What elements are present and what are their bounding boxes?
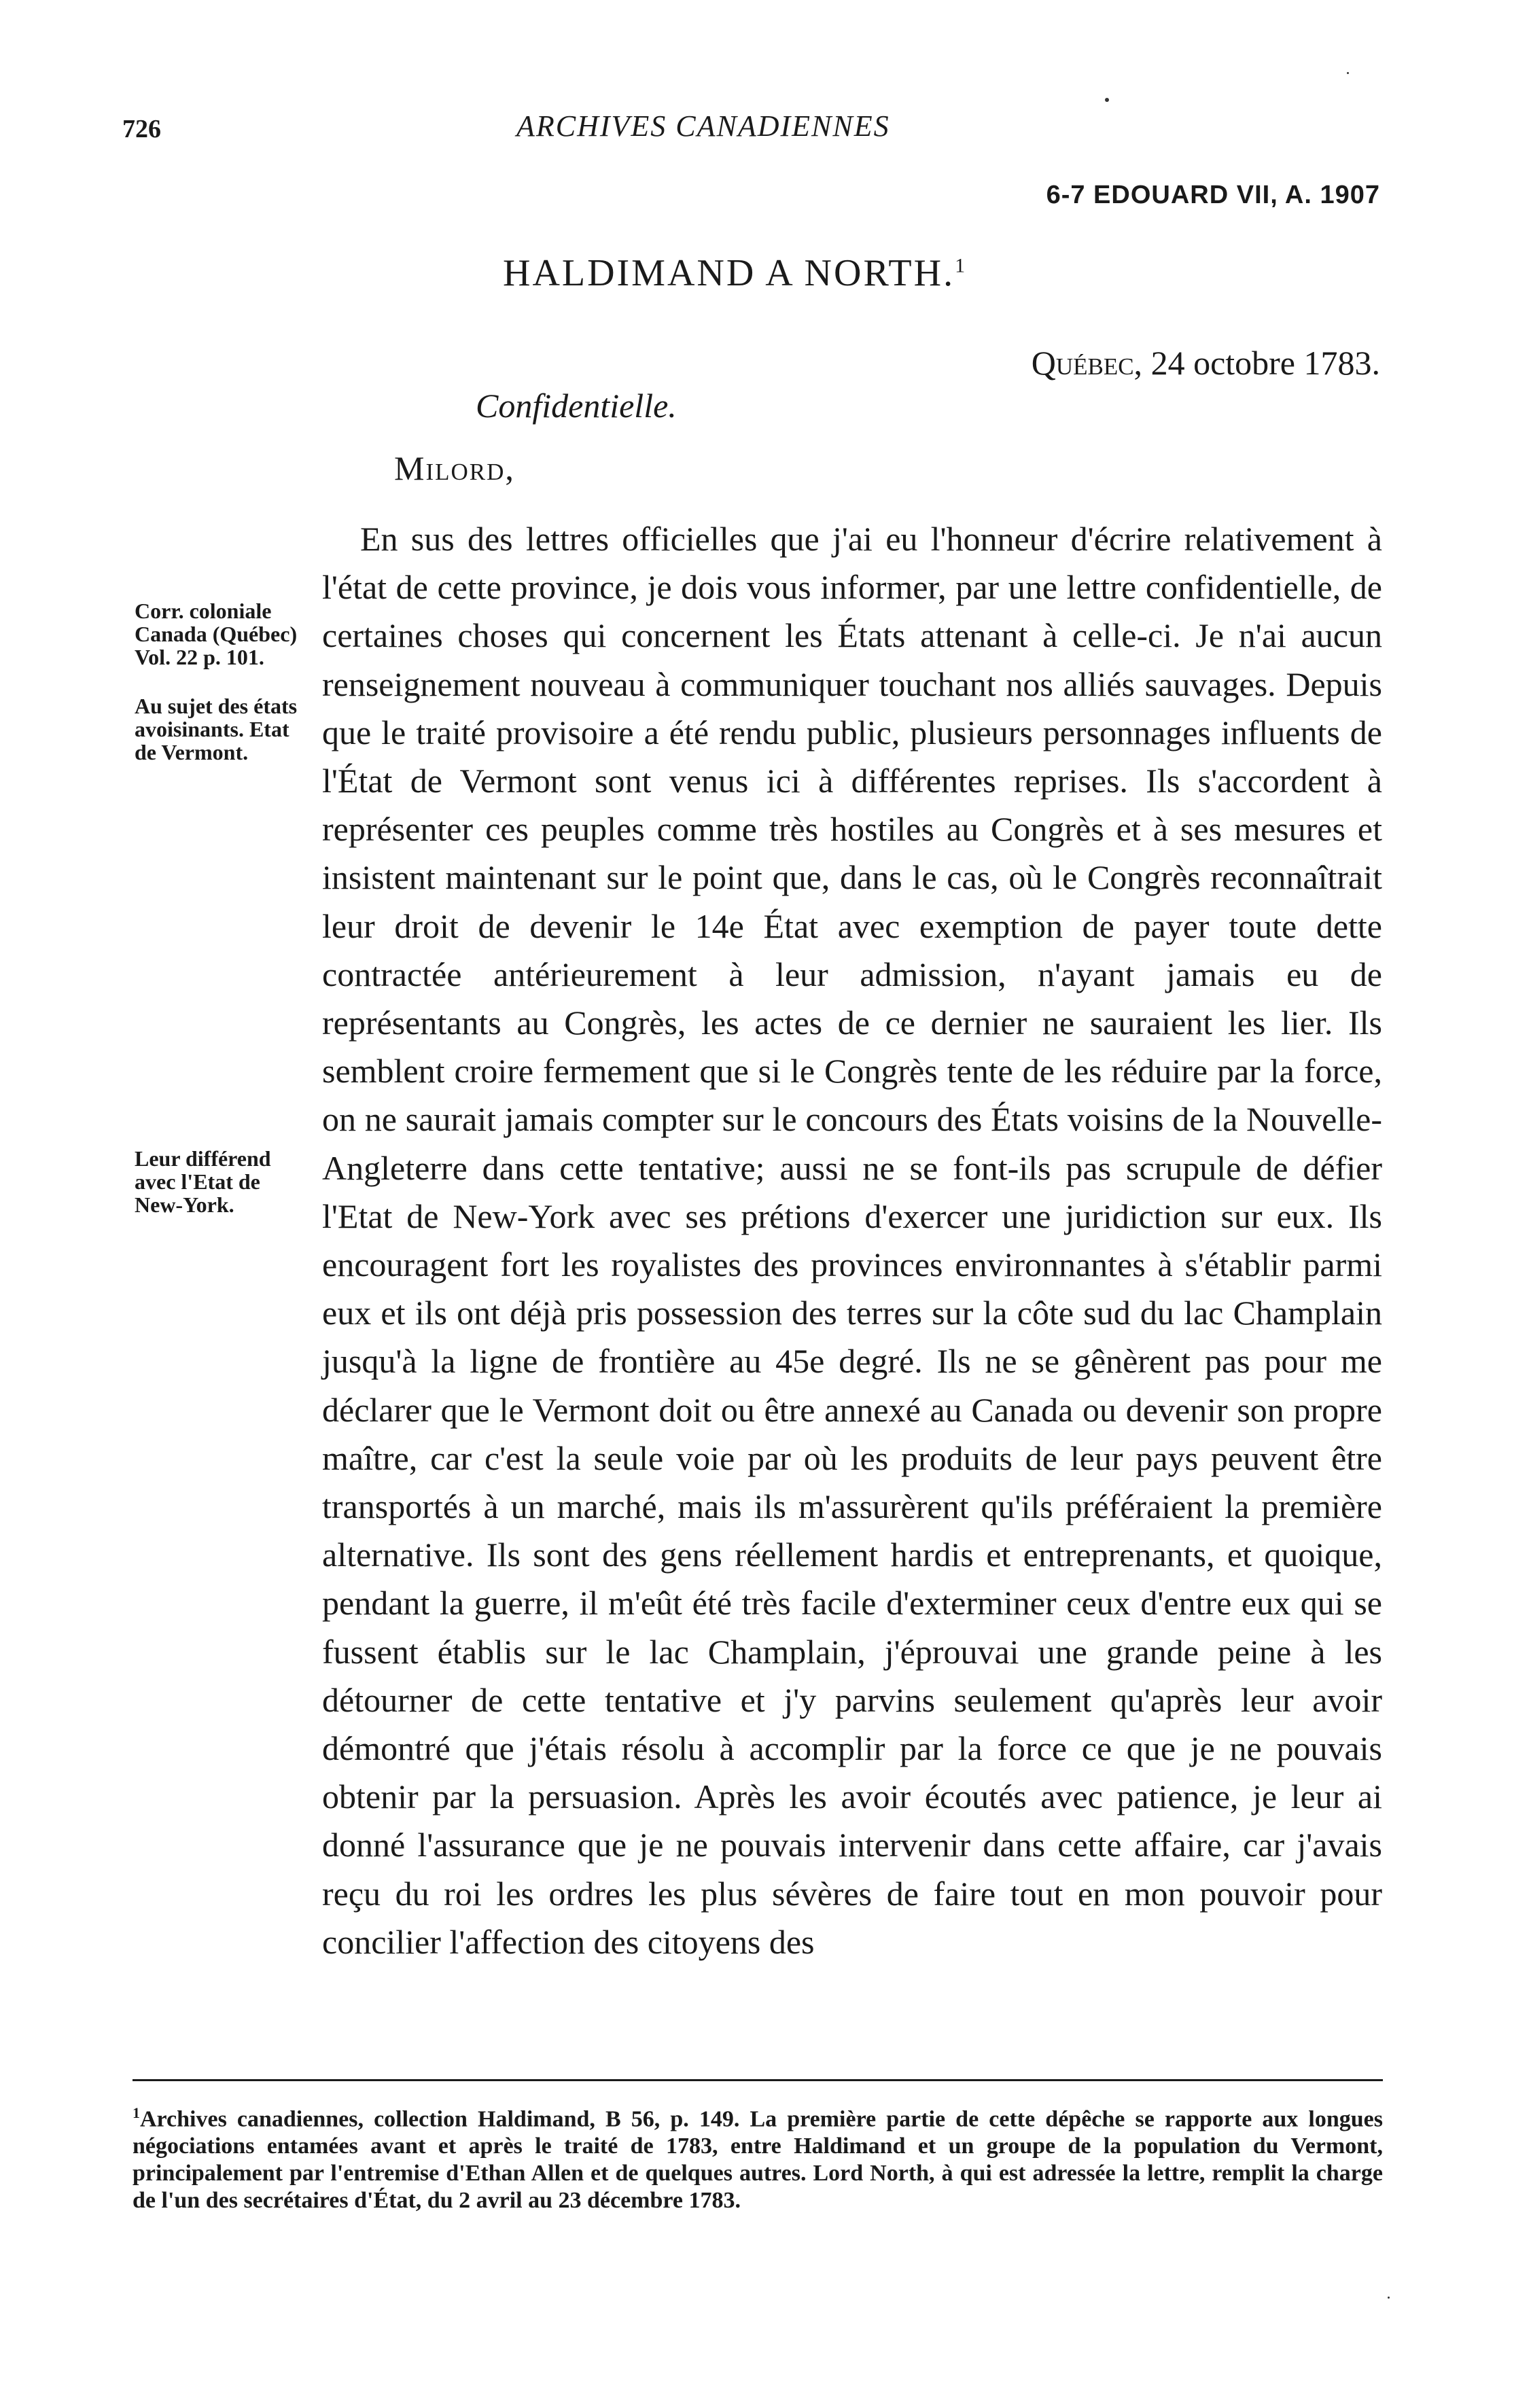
letter-place: Québec, — [1031, 344, 1143, 382]
letter-title-text: HALDIMAND A NORTH. — [503, 252, 955, 294]
scan-speck — [1105, 98, 1109, 102]
session-line: 6-7 EDOUARD VII, A. 1907 — [1046, 181, 1380, 209]
salutation: Milord, — [394, 449, 515, 487]
page-number: 726 — [122, 115, 161, 143]
footnote-rule — [133, 2079, 1383, 2081]
margin-note-new-york-dispute: Leur différend avec l'Etat de New-York. — [135, 1146, 271, 1217]
running-head: ARCHIVES CANADIENNES — [516, 109, 890, 143]
margin-note-neighbouring-states: Au sujet des états avoisinants. Etat de Vermont. — [135, 694, 298, 764]
footnote-reference: 1 — [955, 254, 968, 277]
letter-body: En sus des lettres officielles que j'ai eu l'honneur d'écrire relativement à l'état de cette province, je dois vous informer, par une lettre confidentielle, de certaines choses qui concernent les États attenant à celle-ci. Je n'ai aucun renseignement nouveau à communiquer touchant nos alliés sauvages. Depuis que le traité provisoire a été rendu public, plusieurs personnages influents de l'État de Vermont sont venus ici à différentes reprises. Ils s'accordent à représenter ces peuples comme très hostiles au Congrès et à ses mesures et insistent maintenant sur le point que, dans le cas, où le Congrès reconnaîtrait leur droit de devenir le 14e État avec exemption de payer toute dette contractée antérieurement à leur admission, n'ayant jamais eu de représentants au Congrès, les actes de ce dernier ne sauraient les lier. Ils semblent croire fermement que si le Congrès tente de les réduire par la force, on ne saurait jamais compter sur le concours des États voisins de la Nouvelle-Angleterre dans cette tentative; aussi ne se font-ils pas scrupule de défier l'Etat de New-York avec ses prétions d'exercer une juridiction sur eux. Ils encouragent fort les royalistes des provinces environnantes à s'établir parmi eux et ils ont déjà pris possession des terres sur la côte sud du lac Champlain jusqu'à la ligne de frontière au 45e degré. Ils ne se gênèrent pas pour me déclarer que le Vermont doit ou être annexé au Canada ou devenir son propre maître, car c'est la seule voie par où les produits de leur pays peuvent être transportés à un marché, mais ils m'assurèrent qu'ils préféraient la première alternative. Ils sont des gens réellement hardis et entreprenants, et quoique, pendant la guerre, il m'eût été très facile d'exterminer ceux d'entre eux qui se fussent établis sur le lac Champlain, j'éprouvai une grande peine à les détourner de cette tentative et j'y parvins seulement qu'après leur avoir démontré que j'étais résolu à accomplir par la force ce que je ne pouvais obtenir par la persuasion. Après les avoir écoutés avec patience, je leur ai donné l'assurance que je ne pouvais intervenir dans cette affaire, car j'avais reçu du roi les ordres les plus sévères de faire tout en mon pouvoir pour concilier l'affection des citoyens des — [322, 520, 1382, 1961]
confidential-label: Confidentielle. — [476, 387, 677, 425]
margin-note-reference: Corr. coloniale Canada (Québec) Vol. 22 p. 101. — [135, 599, 298, 669]
footnote-mark: 1 — [133, 2104, 140, 2121]
footnote-text: Archives canadiennes, collection Haldimand, B 56, p. 149. La première partie de cette dépêche se rapporte aux longues négociations entamées avant et après le traité de 1783, entre Haldimand et un groupe de la population du Vermont, principalement par l'entremise d'Ethan Allen et de quelques autres. Lord North, à qui est adressée la lettre, remplit la charge de l'un des secrétaires d'État, du 2 avril au 23 décembre 1783. — [133, 2106, 1383, 2214]
letter-title — [503, 251, 967, 295]
scan-speck — [1347, 72, 1349, 74]
footnote — [133, 2100, 1383, 2214]
letter-date: 24 octobre 1783. — [1150, 344, 1380, 382]
place-date — [1032, 343, 1380, 383]
scan-speck — [1388, 2297, 1390, 2299]
